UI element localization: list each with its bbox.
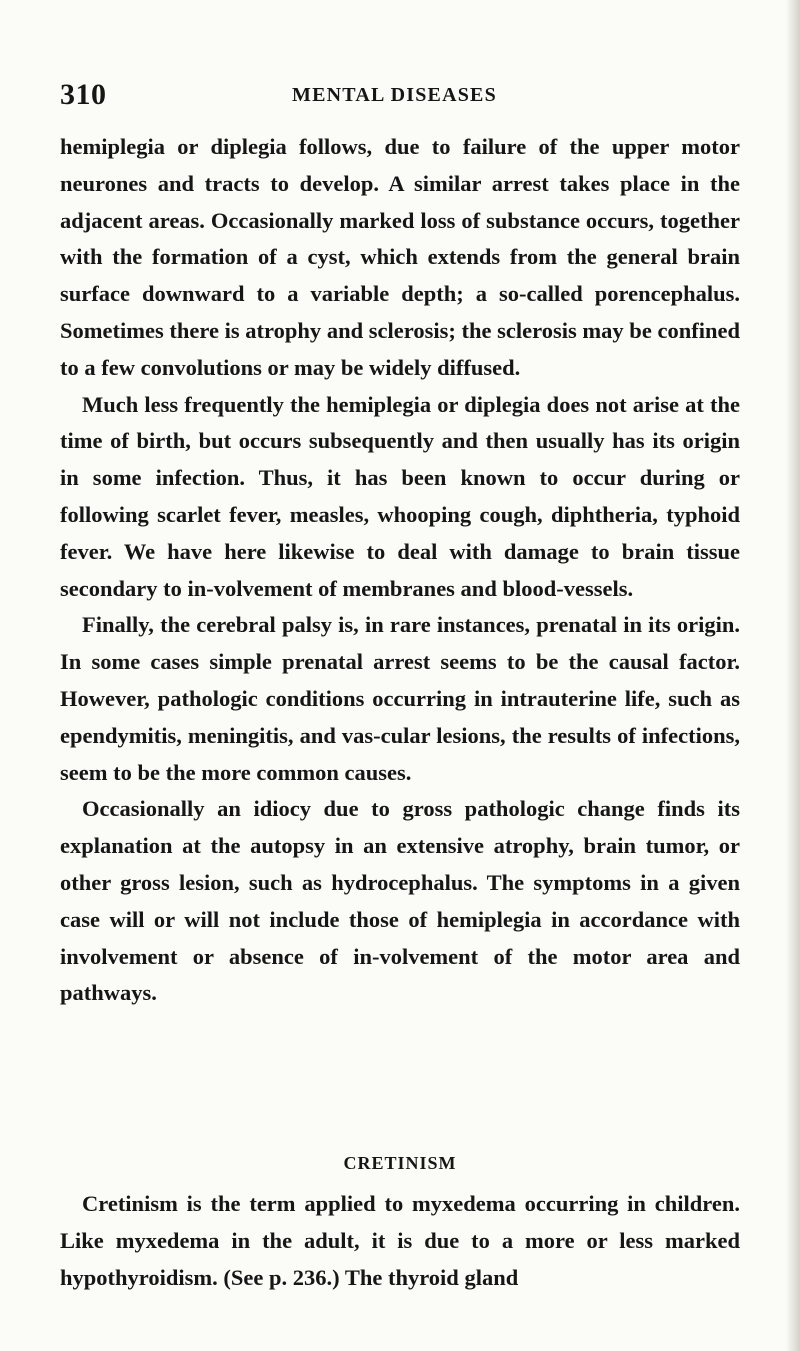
running-title: MENTAL DISEASES [292, 84, 497, 106]
paragraph-cretinism: Cretinism is the term applied to myxedema occurring in children. Like myxedema in the adult, it is due to a more or less marked hypothyroidism. (See p. 236.) The thyroid gland [60, 1191, 740, 1290]
section-text [60, 1186, 740, 1296]
section-heading: CRETINISM [343, 1153, 457, 1173]
paragraph-infection: Much less frequently the hemiplegia or diplegia does not arise at the time of birth, but occurs subsequently and then usually has its origin in some infection. Thus, it has been known to occur during or following scarlet fever, measles, whooping cough, diphtheria, typhoid fever. We have here likewise to deal with damage to brain tissue secondary to in-volvement of membranes and blood-vessels. [60, 391, 740, 601]
page-number: 310 [60, 78, 107, 111]
body-text [60, 129, 740, 1012]
paragraph-prenatal: Finally, the cerebral palsy is, in rare instances, prenatal in its origin. In some cases simple prenatal arrest seems to be the causal factor. However, pathologic conditions occurring in intrauterine life, such as ependymitis, meningitis, and vas-cular lesions, the results of infections, seem to be the more common causes. [60, 612, 740, 785]
page-edge-shadow [786, 0, 800, 1351]
paragraph-continuation: hemiplegia or diplegia follows, due to failure of the upper motor neurones and tracts to develop. A similar arrest takes place in the adjacent areas. Occasionally marked loss of substance occurs, together with the formation of a cyst, which extends from the general brain surface downward to a variable depth; a so-called porencephalus. Sometimes there is atrophy and sclerosis; the sclerosis may be confined to a few convolutions or may be widely diffused. [60, 134, 740, 380]
running-head [60, 70, 740, 110]
paragraph-gross-lesion: Occasionally an idiocy due to gross pathologic change finds its explanation at the autopsy in an extensive atrophy, brain tumor, or other gross lesion, such as hydrocephalus. The symptoms in a given case will or will not include those of hemiplegia in accordance with involvement or absence of in-volvement of the motor area and pathways. [60, 796, 740, 1006]
